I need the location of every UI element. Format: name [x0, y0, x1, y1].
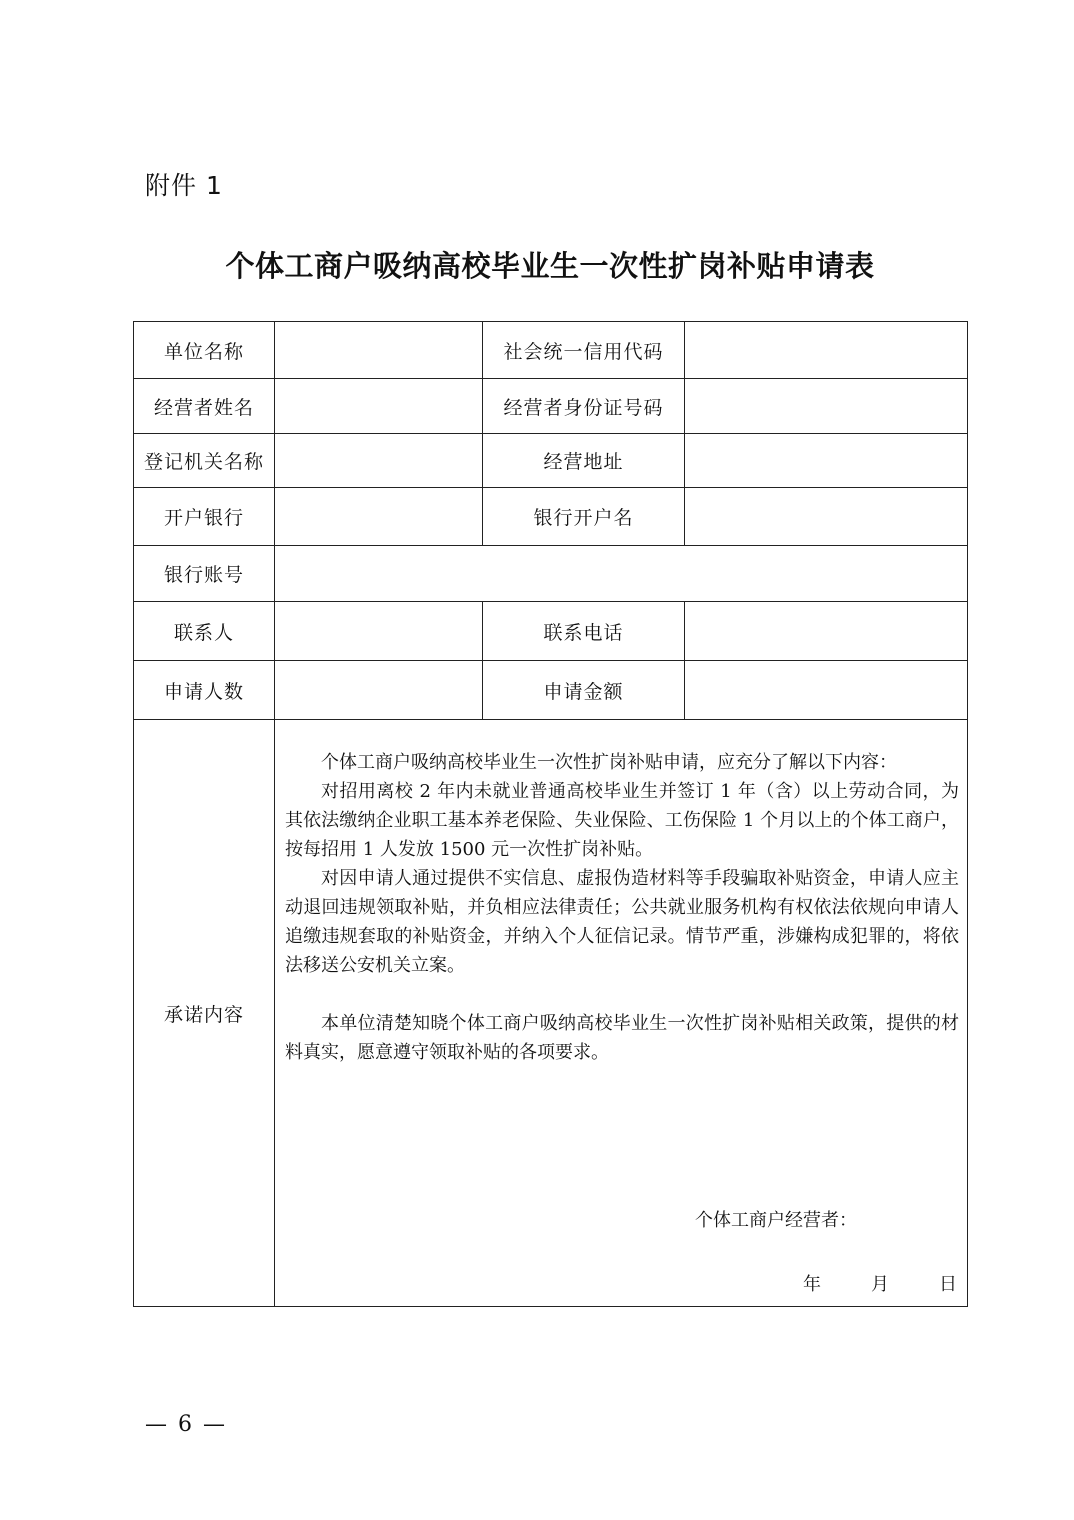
bank-label: 开户银行 [134, 488, 275, 546]
pledge-paragraph: 个体工商户吸纳高校毕业生一次性扩岗补贴申请，应充分了解以下内容： [321, 752, 897, 773]
account-number-label: 银行账号 [134, 546, 275, 602]
pledge-paragraph: 本单位清楚知晓个体工商户吸纳高校毕业生一次性扩岗补贴相关政策，提供的材料真实，愿意遵守领取补贴的各项要求。 [285, 1013, 959, 1063]
date-line [803, 1270, 957, 1296]
account-name-field[interactable] [685, 488, 968, 546]
amount-field[interactable] [685, 661, 968, 720]
signer-label: 个体工商户经营者： [695, 1210, 857, 1231]
business-address-field[interactable] [685, 434, 968, 488]
registration-authority-label: 登记机关名称 [134, 434, 275, 488]
applicant-count-field[interactable] [275, 661, 483, 720]
amount-label: 申请金额 [483, 661, 685, 720]
pledge-label: 承诺内容 [134, 720, 275, 1307]
contact-label: 联系人 [134, 602, 275, 661]
application-form-table [133, 321, 968, 1307]
pledge-text [275, 720, 967, 1067]
row-operator [134, 379, 968, 434]
phone-field[interactable] [685, 602, 968, 661]
row-bank [134, 488, 968, 546]
unit-name-field[interactable] [275, 322, 483, 379]
pledge-paragraph: 对招用离校 2 年内未就业普通高校毕业生并签订 1 年（含）以上劳动合同，为其依法缴纳企业职工基本养老保险、失业保险、工伤保险 1 个月以上的个体工商户，按每招用 1 人发放 1500 元一次性扩岗补贴。 [285, 781, 959, 860]
pledge-paragraph: 对因申请人通过提供不实信息、虚报伪造材料等手段骗取补贴资金，申请人应主动退回违规领取补贴，并负相应法律责任；公共就业服务机构有权依法依规向申请人追缴违规套取的补贴资金，并纳入个人征信记录。情节严重，涉嫌构成犯罪的，将依法移送公安机关立案。 [285, 868, 959, 976]
date-year: 年 [803, 1274, 821, 1295]
credit-code-field[interactable] [685, 322, 968, 379]
registration-authority-field[interactable] [275, 434, 483, 488]
row-contact [134, 602, 968, 661]
date-month: 月 [871, 1274, 889, 1295]
row-pledge [134, 720, 968, 1307]
form-title: 个体工商户吸纳高校毕业生一次性扩岗补贴申请表 [225, 249, 875, 283]
row-unit [134, 322, 968, 379]
business-address-label: 经营地址 [483, 434, 685, 488]
credit-code-label: 社会统一信用代码 [483, 322, 685, 379]
contact-field[interactable] [275, 602, 483, 661]
operator-name-label: 经营者姓名 [134, 379, 275, 434]
attachment-label: 附件 1 [145, 171, 223, 200]
date-day: 日 [939, 1274, 957, 1295]
operator-id-field[interactable] [685, 379, 968, 434]
operator-id-label: 经营者身份证号码 [483, 379, 685, 434]
row-registration [134, 434, 968, 488]
pledge-content [275, 720, 968, 1307]
account-number-field[interactable] [275, 546, 968, 602]
unit-name-label: 单位名称 [134, 322, 275, 379]
row-account-number [134, 546, 968, 602]
page-number: — 6 — [145, 1412, 227, 1437]
row-application [134, 661, 968, 720]
account-name-label: 银行开户名 [483, 488, 685, 546]
bank-field[interactable] [275, 488, 483, 546]
operator-name-field[interactable] [275, 379, 483, 434]
phone-label: 联系电话 [483, 602, 685, 661]
applicant-count-label: 申请人数 [134, 661, 275, 720]
